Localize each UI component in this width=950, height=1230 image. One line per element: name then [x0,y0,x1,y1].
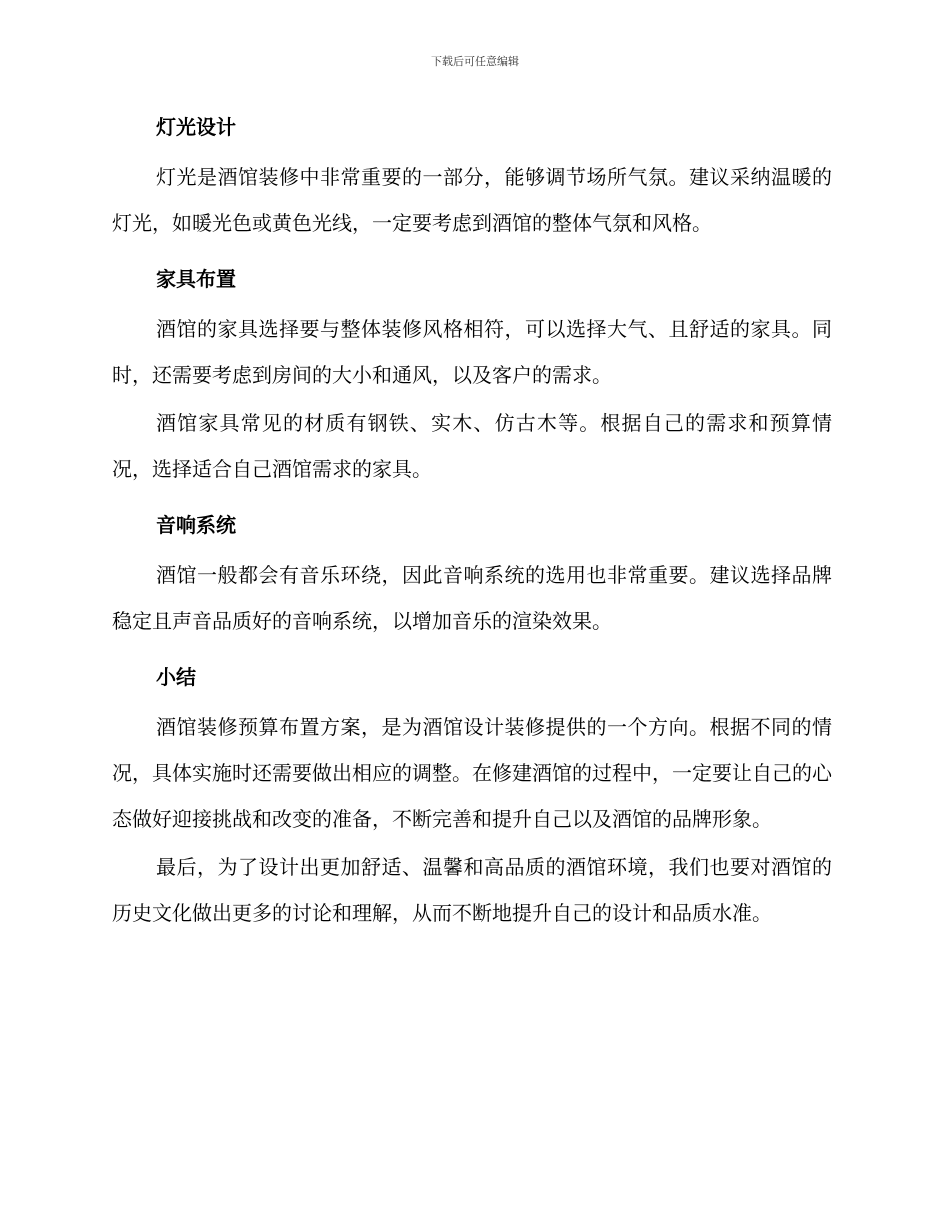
header-note: 下载后可任意编辑 [431,55,519,68]
section-heading-furniture: 家具布置 [156,267,236,291]
document-body [112,110,832,936]
paragraph: 最后，为了设计出更加舒适、温馨和高品质的酒馆环境，我们也要对酒馆的历史文化做出更多的讨论和理解，从而不断地提升自己的设计和品质水准。 [112,855,832,925]
paragraph: 酒馆一般都会有音乐环绕，因此音响系统的选用也非常重要。建议选择品牌稳定且声音品质好的音响系统，以增加音乐的渲染效果。 [112,563,832,633]
section-heading-audio: 音响系统 [156,513,236,537]
section-heading-summary: 小结 [156,665,196,689]
paragraph: 酒馆装修预算布置方案，是为酒馆设计装修提供的一个方向。根据不同的情况，具体实施时还需要做出相应的调整。在修建酒馆的过程中，一定要让自己的心态做好迎接挑战和改变的准备，不断完善和提升自己以及酒馆的品牌形象。 [112,715,832,831]
paragraph: 酒馆家具常见的材质有钢铁、实木、仿古木等。根据自己的需求和预算情况，选择适合自己酒馆需求的家具。 [112,411,832,481]
paragraph: 灯光是酒馆装修中非常重要的一部分，能够调节场所气氛。建议采纳温暖的灯光，如暖光色或黄色光线，一定要考虑到酒馆的整体气氛和风格。 [112,165,832,235]
paragraph: 酒馆的家具选择要与整体装修风格相符，可以选择大气、且舒适的家具。同时，还需要考虑到房间的大小和通风，以及客户的需求。 [112,317,832,387]
section-heading-lighting: 灯光设计 [156,115,236,139]
